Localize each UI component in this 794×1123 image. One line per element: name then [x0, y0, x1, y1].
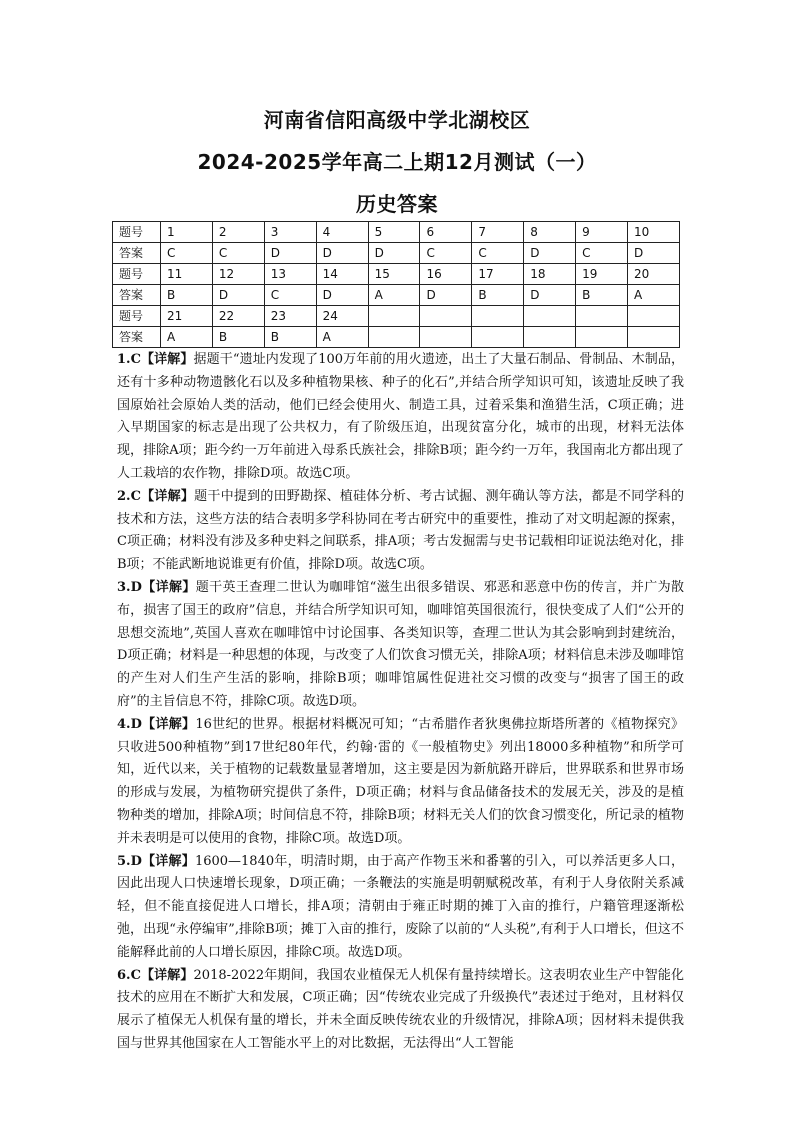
number-cell: 4	[316, 222, 368, 243]
answer-cell	[472, 327, 524, 348]
question-answer-head: 2.C【详解】	[117, 488, 195, 504]
answer-cell: D	[316, 285, 368, 306]
explanation-paragraph	[117, 851, 684, 965]
answer-cell: A	[628, 285, 680, 306]
number-cell: 17	[472, 264, 524, 285]
answer-key-table	[112, 221, 680, 348]
number-cell: 5	[368, 222, 420, 243]
number-cell: 10	[628, 222, 680, 243]
explanation-text: 2018-2022年期间，我国农业植保无人机保有量持续增长。这表明农业生产中智能化技术的应用在不断扩大和发展，C项正确；因“传统农业完成了升级换代”表述过于绝对，且材料仅展示了植保无人机保有量的增长，并未全面反映传统农业的升级情况，排除A项；因材料未提供我国与世界其他国家在人工智能水平上的对比数据，无法得出“人工智能	[117, 967, 684, 1051]
answer-cell: D	[628, 243, 680, 264]
explanation-text: 据题干“遗址内发现了100万年前的用火遗迹，出土了大量石制品、骨制品、木制品，还有十多种动物遗骸化石以及多种植物果核、种子的化石”,并结合所学知识可知，该遗址反映了我国原始社会原始人类的活动，他们已经会使用火、制造工具，过着采集和渔猎生活，C项正确；进入早期国家的标志是出现了公共权力，有了阶级压迫，出现贫富分化，城市的出现，材料无法体现，排除A项；距今约一万年前进入母系氏族社会，排除B项；距今约一万年，我国南北方都出现了人工栽培的农作物，排除D项。故选C项。	[117, 352, 684, 481]
answer-cell: C	[420, 243, 472, 264]
explanation-text: 题干英王查理二世认为咖啡馆“滋生出很多错误、邪恶和恶意中伤的传言，并广为散布，损害了国王的政府”信息，并结合所学知识可知，咖啡馆英国很流行，很快变成了人们“公开的思想交流地”,英国人喜欢在咖啡馆中讨论国事、各类知识等，查理二世认为其会影响到封建统治，D项正确；材料是一种思想的体现，与改变了人们饮食习惯无关，排除A项；材料信息未涉及咖啡馆的产生对人们生产生活的影响，排除B项；咖啡馆属性促进社交习惯的改变与“损害了国王的政府”的主旨信息不符，排除C项。故选D项。	[117, 579, 684, 709]
answer-row-label: 答案	[113, 285, 161, 306]
number-cell: 9	[576, 222, 628, 243]
answer-row	[113, 327, 680, 348]
explanation-text: 题干中提到的田野勘探、植硅体分析、考古试掘、测年确认等方法，都是不同学科的技术和方法，这些方法的结合表明多学科协同在考古研究中的重要性，推动了对文明起源的探索，C项正确；材料没有涉及多种史料之间联系，排A项；考古发掘需与史书记载相印证说法绝对化，排B项；不能武断地说谁更有价值，排除D项。故选C项。	[117, 488, 684, 573]
number-cell: 8	[524, 222, 576, 243]
number-cell: 19	[576, 264, 628, 285]
number-cell: 20	[628, 264, 680, 285]
number-cell: 11	[161, 264, 213, 285]
answer-cell: A	[316, 327, 368, 348]
explanation-paragraph	[117, 714, 684, 851]
answer-cell	[524, 327, 576, 348]
answer-cell: B	[212, 327, 264, 348]
number-cell: 18	[524, 264, 576, 285]
answer-cell: B	[161, 285, 213, 306]
subject-title: 历史答案	[356, 192, 438, 216]
answer-cell: C	[212, 243, 264, 264]
number-cell: 13	[264, 264, 316, 285]
answer-cell	[368, 327, 420, 348]
number-cell	[628, 306, 680, 327]
question-answer-head: 5.D【详解】	[117, 853, 195, 869]
question-answer-head: 6.C【详解】	[117, 967, 194, 983]
answer-row-label: 答案	[113, 243, 161, 264]
answer-cell: D	[524, 243, 576, 264]
number-cell	[420, 306, 472, 327]
question-answer-head: 3.D【详解】	[117, 579, 196, 595]
answer-cell: B	[264, 327, 316, 348]
answer-cell: B	[576, 285, 628, 306]
school-title: 河南省信阳高级中学北湖校区	[263, 108, 531, 132]
number-row-label: 题号	[113, 264, 161, 285]
explanations	[117, 349, 684, 1056]
number-row	[113, 222, 680, 243]
explanation-paragraph	[117, 349, 684, 486]
explanation-paragraph	[117, 965, 684, 1056]
number-cell: 23	[264, 306, 316, 327]
answer-cell	[576, 327, 628, 348]
explanation-text: 16世纪的世界。根据材料概况可知；“古希腊作者狄奥佛拉斯塔所著的《植物探究》只收进500种植物”到17世纪80年代，约翰·雷的《一般植物史》列出18000多种植物”和所学可知，近代以来，关于植物的记载数量显著增加，这主要是因为新航路开辟后，世界联系和世界市场的形成与发展，为植物研究提供了条件，D项正确；材料与食品储备技术的发展无关，涉及的是植物种类的增加，排除A项；时间信息不符，排除B项；材料无关人们的饮食习惯变化，所记录的植物并未表明是可以使用的食物，排除C项。故选D项。	[117, 716, 684, 846]
answer-cell: D	[524, 285, 576, 306]
number-row	[113, 306, 680, 327]
number-cell	[524, 306, 576, 327]
number-cell: 3	[264, 222, 316, 243]
answer-cell: B	[472, 285, 524, 306]
answer-cell: C	[264, 285, 316, 306]
answer-cell: D	[316, 243, 368, 264]
answer-cell	[628, 327, 680, 348]
answer-cell: C	[576, 243, 628, 264]
answer-cell: D	[368, 243, 420, 264]
number-cell: 6	[420, 222, 472, 243]
explanation-paragraph	[117, 577, 684, 714]
number-cell: 12	[212, 264, 264, 285]
number-cell: 2	[212, 222, 264, 243]
number-cell: 22	[212, 306, 264, 327]
answer-cell: A	[161, 327, 213, 348]
number-cell	[472, 306, 524, 327]
number-cell	[576, 306, 628, 327]
number-row-label: 题号	[113, 306, 161, 327]
answer-row	[113, 243, 680, 264]
number-cell	[368, 306, 420, 327]
number-cell: 15	[368, 264, 420, 285]
number-cell: 16	[420, 264, 472, 285]
number-cell: 1	[161, 222, 213, 243]
number-row-label: 题号	[113, 222, 161, 243]
answer-row	[113, 285, 680, 306]
answer-cell: C	[161, 243, 213, 264]
answer-cell: D	[420, 285, 472, 306]
number-cell: 7	[472, 222, 524, 243]
explanation-text: 1600—1840年，明清时期，由于高产作物玉米和番薯的引入，可以养活更多人口，因此出现人口快速增长现象，D项正确；一条鞭法的实施是明朝赋税改革，有利于人身依附关系减轻，但不能直接促进人口增长，排A项；清朝由于雍正时期的摊丁入亩的推行，户籍管理逐渐松弛，出现“永停编审”,排除B项；摊丁入亩的推行，废除了以前的“人头税”,有利于人口增长，但这不能解释此前的人口增长原因，排除C项。故选D项。	[117, 853, 684, 960]
answer-cell: C	[472, 243, 524, 264]
exam-title: 2024-2025学年高二上期12月测试（一）	[197, 150, 597, 174]
answer-cell: D	[264, 243, 316, 264]
number-cell: 24	[316, 306, 368, 327]
answer-cell	[420, 327, 472, 348]
answer-cell: D	[212, 285, 264, 306]
question-answer-head: 4.D【详解】	[117, 716, 196, 732]
answer-row-label: 答案	[113, 327, 161, 348]
question-answer-head: 1.C【详解】	[117, 352, 194, 367]
answer-cell: A	[368, 285, 420, 306]
number-cell: 21	[161, 306, 213, 327]
explanation-paragraph	[117, 486, 684, 577]
number-row	[113, 264, 680, 285]
number-cell: 14	[316, 264, 368, 285]
